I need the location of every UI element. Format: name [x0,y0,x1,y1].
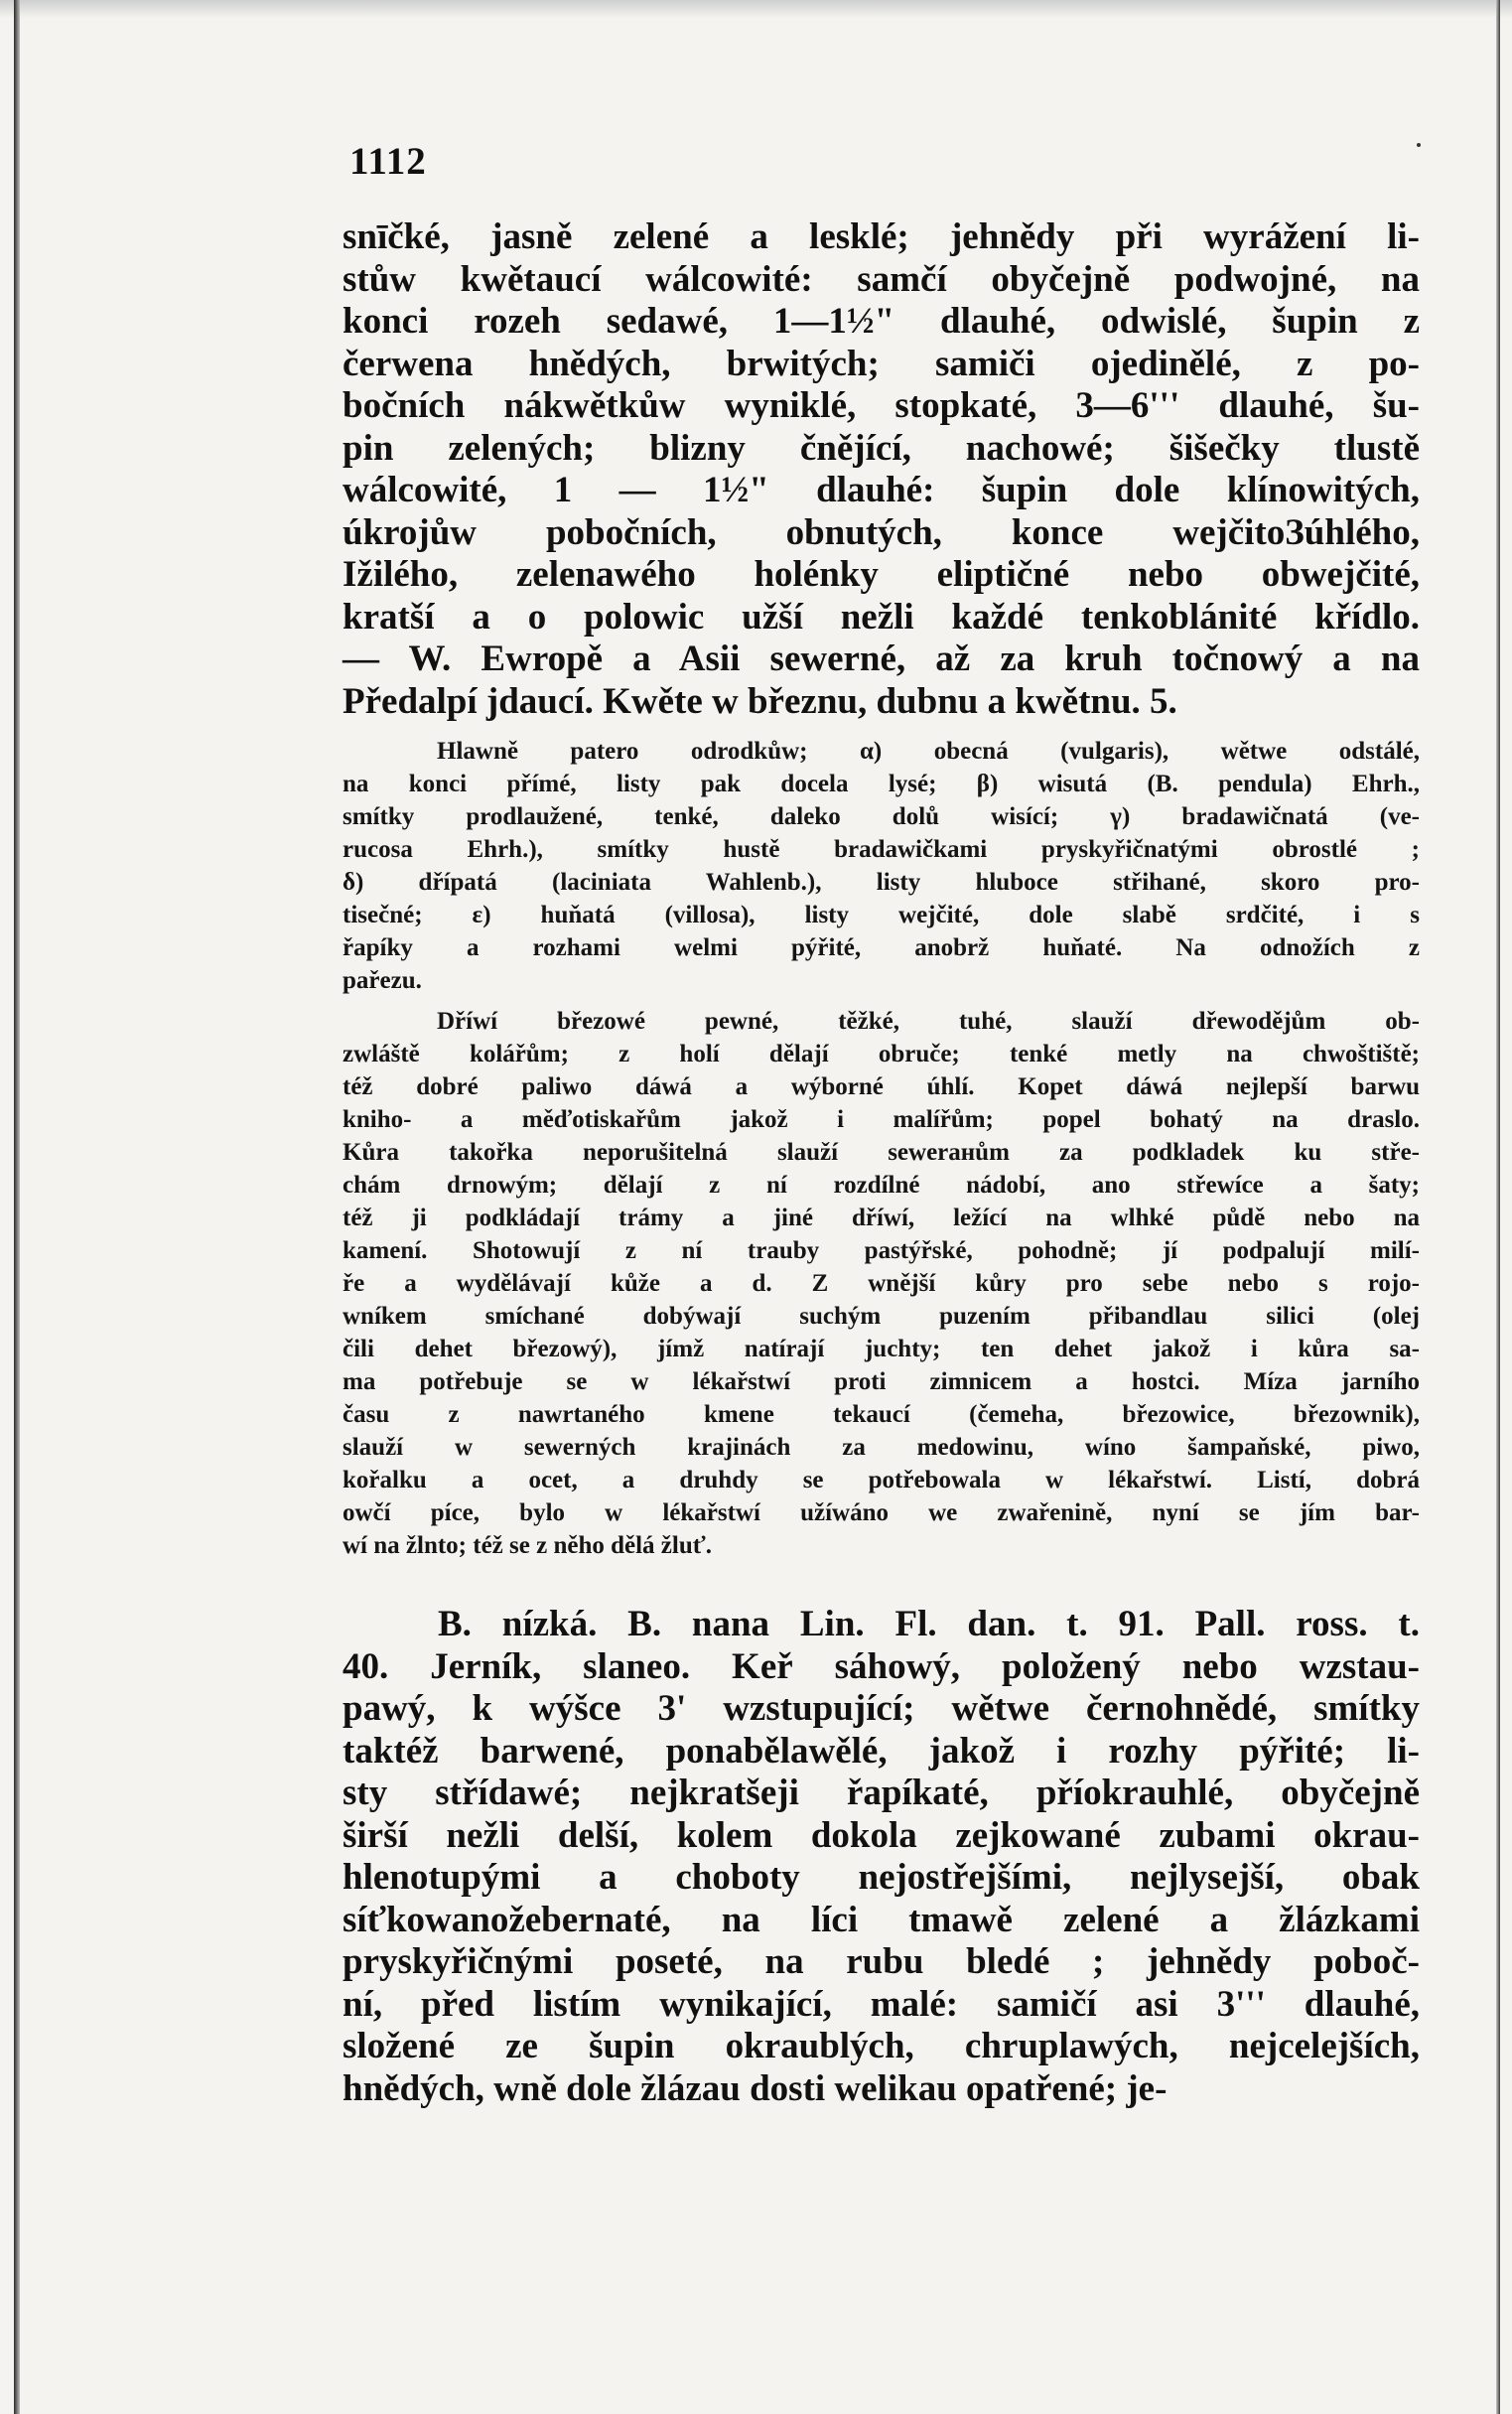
page-content [343,216,1420,2110]
text-line: Ižilého, zelenawého holénky eliptičné nebo obwejčité, [343,554,1420,595]
text-line: kamení. Shotowují z ní trauby pastýřské, pohodně; jí podpalují milí- [343,1237,1420,1264]
text-line: řapíky a rozhami welmi pýřité, anobrž huňaté. Na odnožích z [343,934,1420,961]
text-line: kniho- a měďotiskařům jakož i malířům; popel bohatý na draslo. [343,1106,1420,1133]
text-line: širší nežli delší, kolem dokola zejkowané zubami okrau- [343,1814,1420,1856]
text-line: taktéž barwené, ponabělawělé, jakož i rozhy pýřité; li- [343,1730,1420,1772]
text-line: chám drnowým; dělají z ní rozdílné nádobí, ano střewíce a šaty; [343,1172,1420,1199]
text-line: 40. Jerník, slaneo. Keř sáhowý, položený nebo wzstau- [343,1645,1420,1687]
text-line: kořalku a ocet, a druhdy se potřebowala w lékařstwí. Listí, dobrá [343,1467,1420,1493]
text-line: Dříwí březowé pewné, těžké, tuhé, slauží dřewodějům ob- [437,1008,1420,1035]
text-line: sty střídawé; nejkratšeji řapíkaté, příokrauhlé, obyčejně [343,1773,1420,1813]
varieties-paragraph [343,735,1420,997]
text-line: pryskyřičnými poseté, na rubu bledé ; jehnědy poboč- [343,1941,1420,1982]
dwarf-birch-paragraph [343,1604,1420,2110]
text-line: δ) dřípatá (laciniata Wahlenb.), listy hluboce střihané, skoro pro- [343,869,1420,896]
text-line: stůw kwětaucí wálcowité: samčí obyčejně podwojné, na [343,258,1420,300]
text-line: kratší a o polowic užší nežli každé tenkoblánité křídlo. [343,596,1420,638]
text-line: slauží w sewerných krajinách za medowinu, wíno šampaňské, piwo, [343,1434,1420,1461]
text-line: Předalpí jdaucí. Kwěte w březnu, dubnu a kwětnu. 5. [343,680,1177,722]
text-line: hnědých, wně dole žlázau dosti welikau opatřené; je- [343,2067,1168,2109]
top-paper-shadow [0,0,1512,18]
text-line: snīčké, jasně zelené a lesklé; jehnědy při wyrážení li- [343,216,1420,257]
text-line: též ji podkládají trámy a jiné dříwí, ležící na wlhké půdě nebo na [343,1205,1420,1231]
botanical-description-paragraph [343,216,1420,723]
text-line: Hlawně patero odrodkůw; α) obecná (vulgaris), wětwe odstálé, [437,738,1420,765]
text-line: složené ze šupin okraublých, chruplawých, nejcelejších, [343,2026,1420,2066]
text-line: pawý, k wýšce 3' wzstupující; wětwe černohnědé, smítky [343,1688,1420,1729]
text-line: též dobré paliwo dáwá a wýborné úhlí. Kopet dáwá nejlepší barwu [343,1073,1420,1100]
text-line: wníkem smíchané dobýwají suchým puzením přibandlau silici (olej [343,1303,1420,1330]
text-line: ní, před listím wynikající, malé: samičí asi 3''' dlauhé, [343,1983,1420,2025]
text-line: B. nízká. B. nana Lin. Fl. dan. t. 91. Pall. ross. t. [438,1604,1420,1644]
text-line: wálcowité, 1 — 1½" dlauhé: šupin dole klínowitých, [343,470,1420,510]
ink-spot [1417,143,1421,147]
text-line: čerwena hnědých, brwitých; samiči ojedinělé, z po- [343,343,1420,384]
text-line: úkrojůw pobočních, obnutých, konce wejčitoЗúhlého, [343,511,1420,553]
text-line: pařezu. [343,967,422,994]
text-line: ře a wydělávají kůže a d. Z wnější kůry pro sebe nebo s rojo- [343,1270,1420,1297]
text-line: na konci přímé, listy pak docela lysé; β) wisutá (B. pendula) Ehrh., [343,771,1420,797]
text-line: — W. Ewropě a Asii sewerné, až za kruh točnowý a na [343,639,1420,679]
uses-paragraph [343,1005,1420,1562]
text-line: zwláště kolářům; z holí dělají obruče; tenké metly na chwoštiště; [343,1041,1420,1067]
left-scan-border [14,0,20,2414]
text-line: pin zelených; blizny čnějící, nachowé; šišečky tlustě [343,427,1420,469]
text-line: wí na žlnto; též se z něho dělá žluť. [343,1532,713,1559]
text-line: síťkowanožebernaté, na líci tmawě zelené a žlázkami [343,1899,1420,1940]
text-line: času z nawrtaného kmene tekaucí (čemeha, březowice, březownik), [343,1401,1420,1428]
page-number: 1112 [349,140,427,183]
text-line: konci rozeh sedawé, 1—1½" dlauhé, odwislé, šupin z [343,301,1420,342]
text-line: hlenotupými a choboty nejostřejšími, nejlysejší, obak [343,1857,1420,1898]
text-line: owčí píce, bylo w lékařstwí užíwáno we zwařenině, nyní se jím bar- [343,1499,1420,1526]
right-scan-border [1496,0,1500,2414]
text-line: bočních nákwětkůw wyniklé, stopkaté, 3—6''' dlauhé, šu- [343,385,1420,426]
text-line: čili dehet březowý), jímž natírají juchty; ten dehet jakož i kůra sa- [343,1336,1420,1362]
text-line: smítky prodlaužené, tenké, daleko dolů wisící; γ) bradawičnatá (ve- [343,803,1420,830]
text-line: tisečné; ε) huňatá (villosa), listy wejčité, dole slabě srdčité, i s [343,902,1420,928]
text-line: Kůra takořka neporušitelná slauží sewerанům za podkladek ku stře- [343,1139,1420,1166]
text-line: ma potřebuje se w lékařstwí proti zimnicem a hostci. Míza jarního [343,1368,1420,1395]
text-line: rucosa Ehrh.), smítky hustě bradawičkami pryskyřičnatými obrostlé ; [343,836,1420,863]
